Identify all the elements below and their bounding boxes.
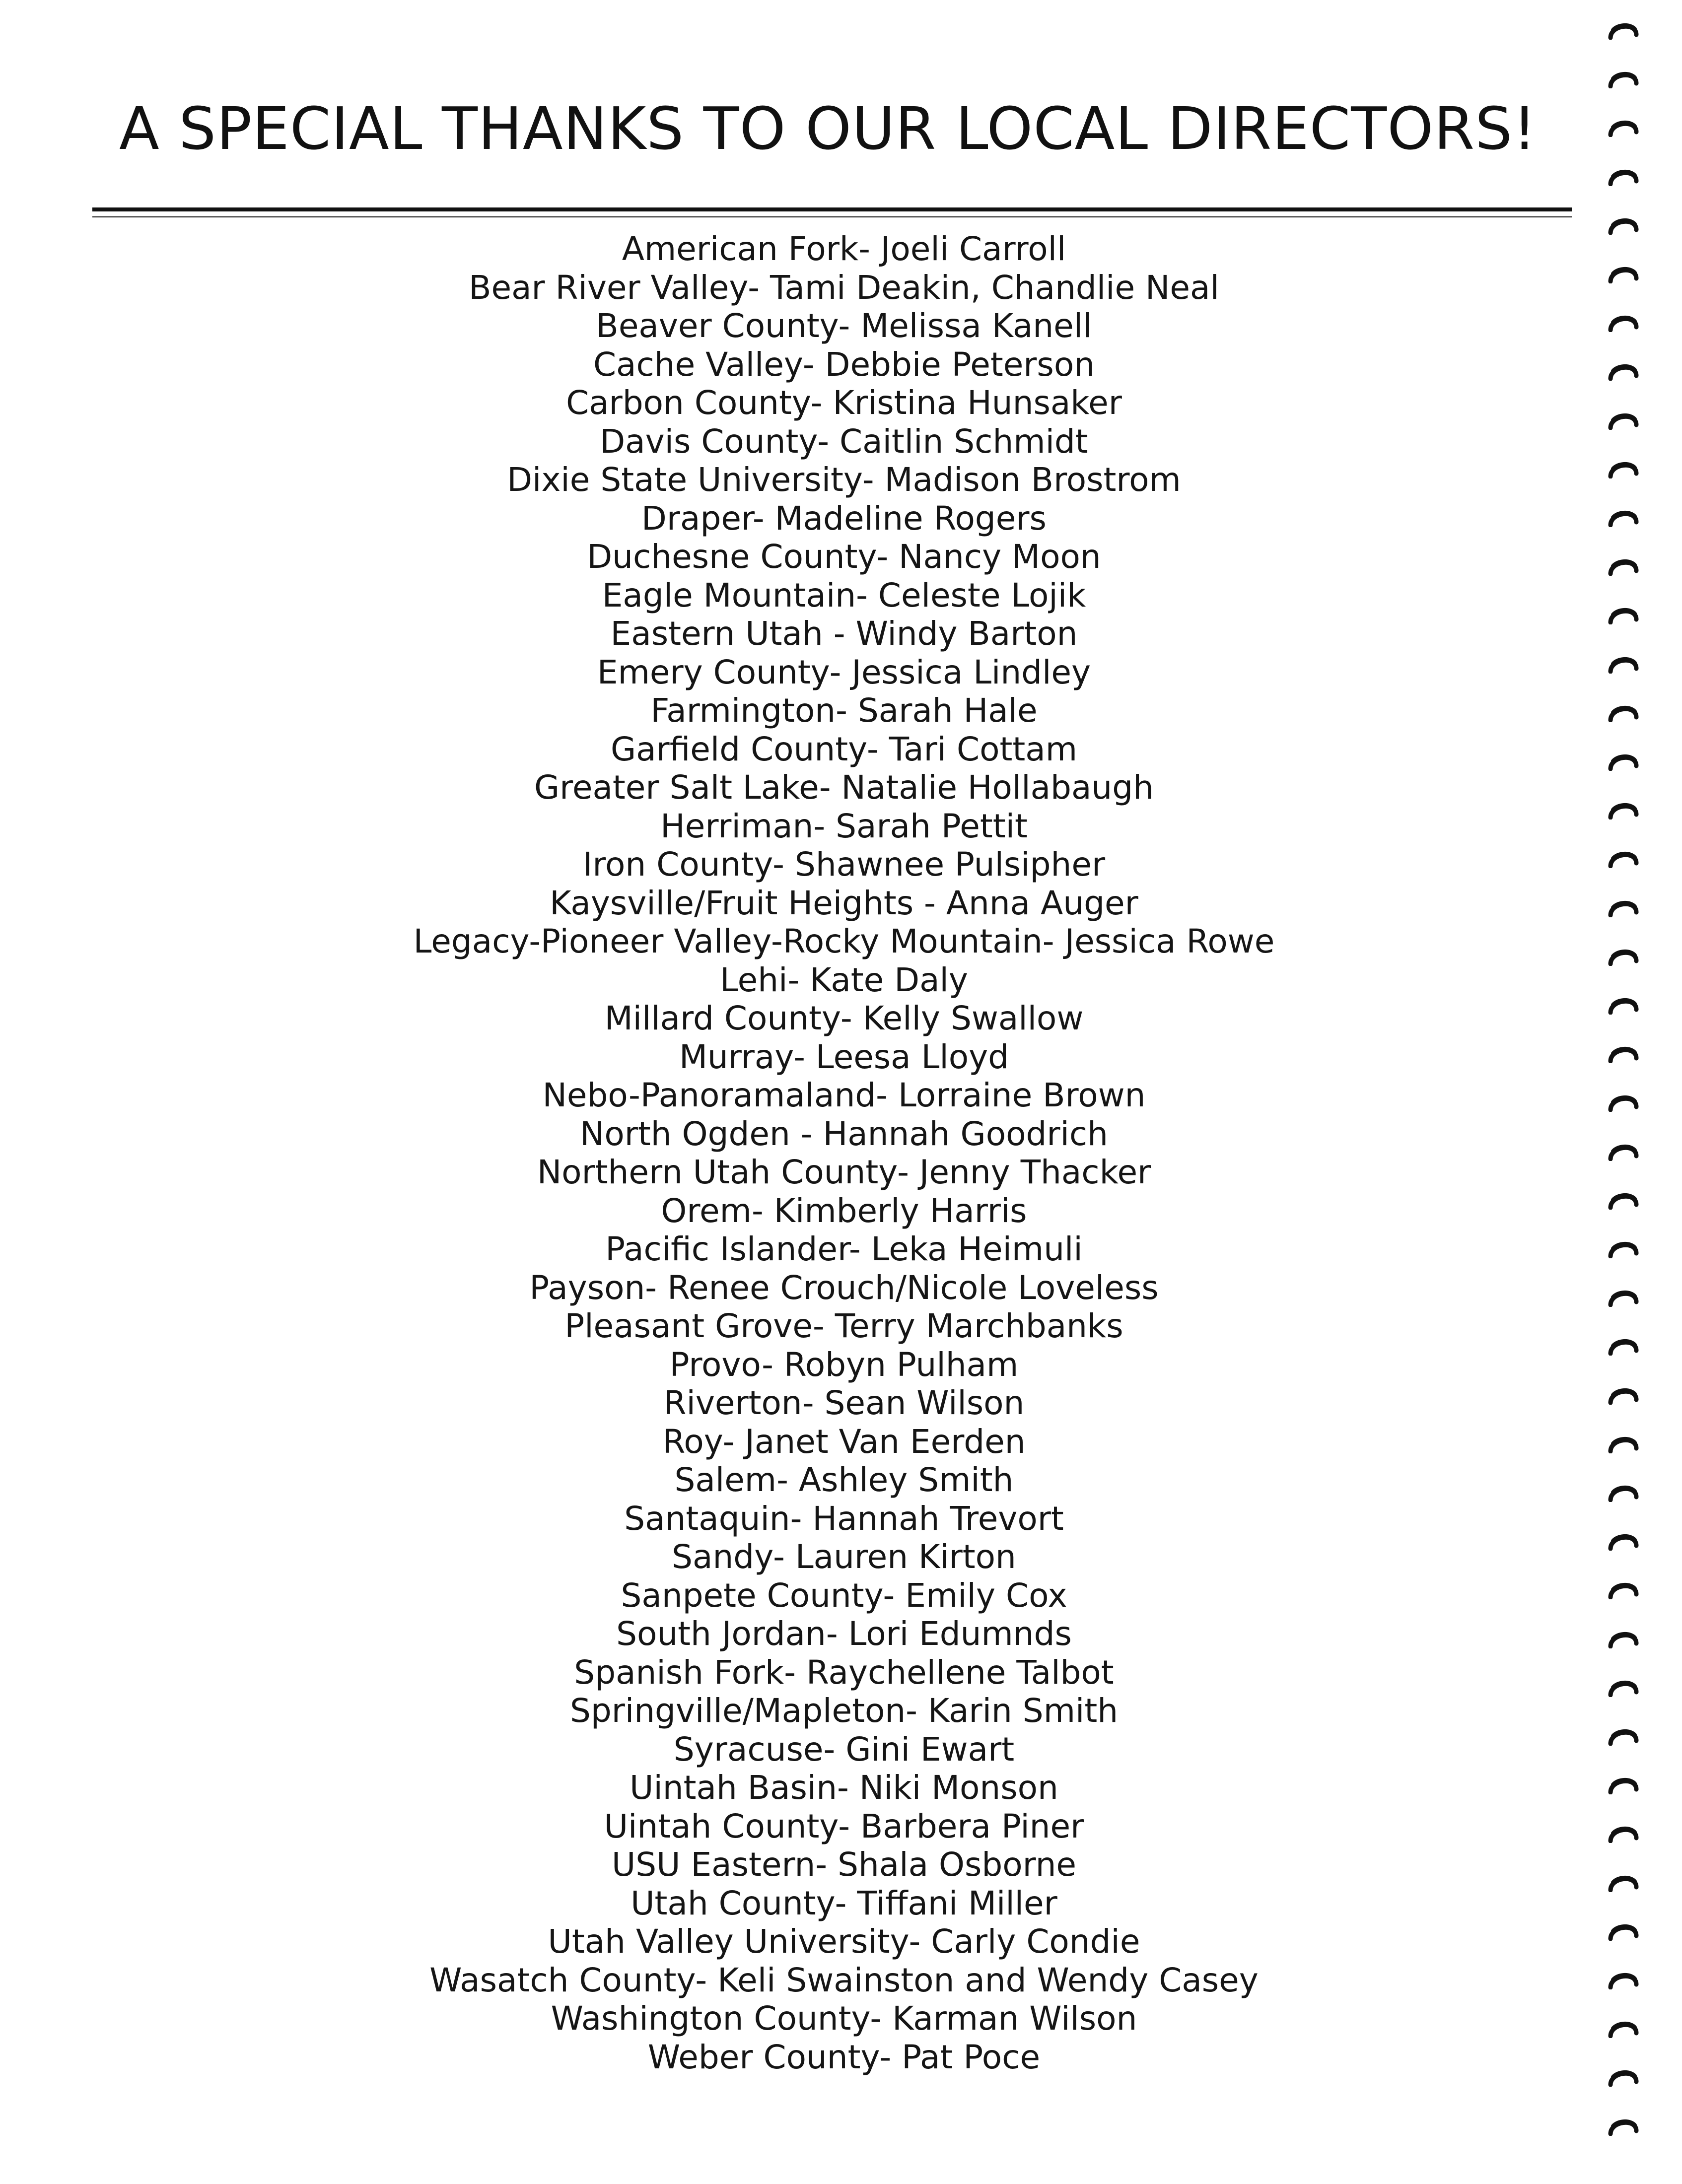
director-entry: Legacy-Pioneer Valley-Rocky Mountain- Jessica Rowe bbox=[413, 922, 1275, 960]
binding-ring-icon bbox=[1608, 215, 1639, 235]
director-entry: Uintah Basin- Niki Monson bbox=[630, 1769, 1058, 1807]
title-divider-thin bbox=[92, 216, 1572, 217]
director-entry: Herriman- Sarah Pettit bbox=[660, 807, 1028, 845]
binding-ring-icon bbox=[1608, 946, 1639, 966]
binding-ring-icon bbox=[1608, 1141, 1639, 1161]
binding-ring-icon bbox=[1608, 1092, 1639, 1112]
binding-ring-icon bbox=[1608, 459, 1639, 478]
director-entry: Uintah County- Barbera Piner bbox=[604, 1807, 1084, 1845]
binding-ring-icon bbox=[1608, 117, 1639, 137]
director-entry: Millard County- Kelly Swallow bbox=[604, 999, 1084, 1037]
binding-ring-icon bbox=[1608, 1579, 1639, 1599]
director-entry: Cache Valley- Debbie Peterson bbox=[593, 345, 1095, 384]
director-entry: Syracuse- Gini Ewart bbox=[673, 1730, 1015, 1769]
binding-ring-icon bbox=[1608, 20, 1639, 40]
binding-ring-icon bbox=[1608, 702, 1639, 722]
director-entry: Sanpete County- Emily Cox bbox=[621, 1576, 1067, 1615]
binding-ring-icon bbox=[1608, 68, 1639, 88]
director-entry: Emery County- Jessica Lindley bbox=[597, 653, 1091, 691]
director-entry: Garfield County- Tari Cottam bbox=[610, 730, 1078, 768]
director-entry: Northern Utah County- Jenny Thacker bbox=[537, 1153, 1151, 1191]
director-entry: South Jordan- Lori Edumnds bbox=[616, 1615, 1072, 1653]
binding-ring-icon bbox=[1608, 1336, 1639, 1356]
binding-ring-icon bbox=[1608, 605, 1639, 624]
binding-ring-icon bbox=[1608, 1970, 1639, 1989]
director-entry: Salem- Ashley Smith bbox=[674, 1461, 1014, 1499]
director-entry: Bear River Valley- Tami Deakin, Chandlie Neal bbox=[469, 268, 1219, 307]
binding-ring-icon bbox=[1608, 264, 1639, 283]
binding-ring-icon bbox=[1608, 556, 1639, 576]
binding-ring-icon bbox=[1608, 1774, 1639, 1794]
page-title: A SPECIAL THANKS TO OUR LOCAL DIRECTORS! bbox=[119, 94, 1537, 163]
director-entry: Davis County- Caitlin Schmidt bbox=[600, 422, 1088, 461]
binding-ring-icon bbox=[1608, 1823, 1639, 1843]
binding-ring-icon bbox=[1608, 800, 1639, 819]
binding-ring-icon bbox=[1608, 2116, 1639, 2136]
binding-ring-icon bbox=[1608, 2067, 1639, 2087]
director-entry: Orem- Kimberly Harris bbox=[661, 1191, 1027, 1230]
director-entry: Wasatch County- Keli Swainston and Wendy Casey bbox=[429, 1961, 1259, 1999]
director-entry: Farmington- Sarah Hale bbox=[650, 691, 1038, 730]
director-entry: Roy- Janet Van Eerden bbox=[662, 1422, 1026, 1461]
binding-ring-icon bbox=[1608, 1043, 1639, 1063]
binding-ring-icon bbox=[1608, 1482, 1639, 1502]
director-entry: Draper- Madeline Rogers bbox=[641, 499, 1047, 538]
binding-ring-icon bbox=[1608, 751, 1639, 771]
director-entry: Spanish Fork- Raychellene Talbot bbox=[574, 1653, 1114, 1692]
director-entry: Utah Valley University- Carly Condie bbox=[548, 1922, 1140, 1961]
director-entry: Santaquin- Hannah Trevort bbox=[624, 1499, 1064, 1538]
binding-ring-icon bbox=[1608, 654, 1639, 674]
director-entry: Payson- Renee Crouch/Nicole Loveless bbox=[529, 1268, 1159, 1307]
director-entry: Utah County- Tiffani Miller bbox=[631, 1884, 1057, 1922]
director-entry: Riverton- Sean Wilson bbox=[663, 1384, 1025, 1422]
director-entry: Sandy- Lauren Kirton bbox=[672, 1538, 1016, 1576]
binding-ring-icon bbox=[1608, 1872, 1639, 1892]
binding-ring-icon bbox=[1608, 1531, 1639, 1551]
director-entry: American Fork- Joeli Carroll bbox=[622, 230, 1066, 268]
binding-ring-icon bbox=[1608, 1433, 1639, 1453]
director-entry: USU Eastern- Shala Osborne bbox=[611, 1845, 1077, 1884]
spiral-binding bbox=[1608, 20, 1652, 2174]
binding-ring-icon bbox=[1608, 1190, 1639, 1210]
binding-ring-icon bbox=[1608, 1629, 1639, 1648]
binding-ring-icon bbox=[1608, 2018, 1639, 2038]
binding-ring-icon bbox=[1608, 1385, 1639, 1405]
director-entry: Weber County- Pat Poce bbox=[647, 2038, 1041, 2076]
director-entry: Provo- Robyn Pulham bbox=[669, 1345, 1019, 1384]
director-entry: Murray- Leesa Lloyd bbox=[679, 1037, 1009, 1076]
binding-ring-icon bbox=[1608, 1677, 1639, 1697]
binding-ring-icon bbox=[1608, 1287, 1639, 1307]
director-entry: Eagle Mountain- Celeste Lojik bbox=[602, 576, 1086, 614]
binding-ring-icon bbox=[1608, 1921, 1639, 1941]
director-entry: Beaver County- Melissa Kanell bbox=[596, 307, 1092, 345]
director-entry: Washington County- Karman Wilson bbox=[551, 1999, 1137, 2038]
binding-ring-icon bbox=[1608, 1238, 1639, 1258]
directors-list bbox=[298, 230, 1390, 2076]
binding-ring-icon bbox=[1608, 410, 1639, 430]
director-entry: Lehi- Kate Daly bbox=[720, 960, 968, 999]
director-entry: Eastern Utah - Windy Barton bbox=[610, 614, 1078, 653]
director-entry: Pleasant Grove- Terry Marchbanks bbox=[564, 1307, 1123, 1345]
director-entry: Kaysville/Fruit Heights - Anna Auger bbox=[550, 884, 1138, 922]
director-entry: Iron County- Shawnee Pulsipher bbox=[582, 845, 1106, 884]
binding-ring-icon bbox=[1608, 897, 1639, 917]
binding-ring-icon bbox=[1608, 312, 1639, 332]
binding-ring-icon bbox=[1608, 507, 1639, 527]
title-divider bbox=[92, 207, 1572, 211]
binding-ring-icon bbox=[1608, 995, 1639, 1015]
binding-ring-icon bbox=[1608, 848, 1639, 868]
binding-ring-icon bbox=[1608, 166, 1639, 186]
director-entry: Carbon County- Kristina Hunsaker bbox=[566, 384, 1122, 422]
director-entry: Springville/Mapleton- Karin Smith bbox=[569, 1692, 1119, 1730]
director-entry: Greater Salt Lake- Natalie Hollabaugh bbox=[534, 768, 1154, 807]
binding-ring-icon bbox=[1608, 1726, 1639, 1746]
director-entry: Duchesne County- Nancy Moon bbox=[587, 538, 1101, 576]
director-entry: Dixie State University- Madison Brostrom bbox=[507, 461, 1181, 499]
binding-ring-icon bbox=[1608, 361, 1639, 381]
director-entry: Pacific Islander- Leka Heimuli bbox=[605, 1230, 1083, 1268]
director-entry: Nebo-Panoramaland- Lorraine Brown bbox=[542, 1076, 1146, 1114]
director-entry: North Ogden - Hannah Goodrich bbox=[580, 1114, 1108, 1153]
